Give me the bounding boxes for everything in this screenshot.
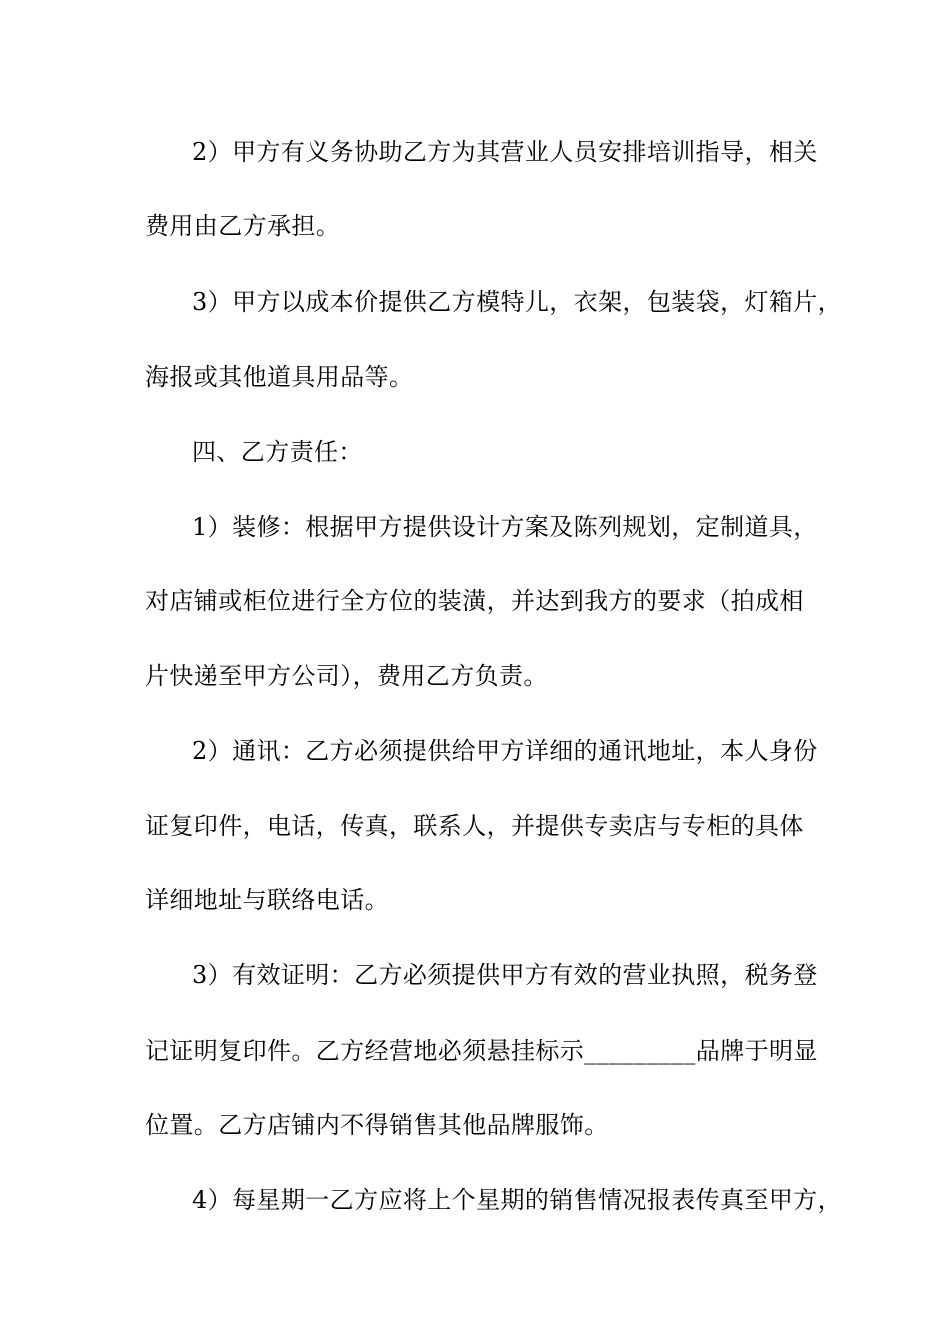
paragraph-line: 1）装修：根据甲方提供设计方案及陈列规划，定制道具， (192, 513, 818, 541)
paragraph-line: 费用由乙方承担。 (145, 212, 341, 240)
paragraph-line: 2）甲方有义务协助乙方为其营业人员安排培训指导，相关 (192, 138, 818, 166)
paragraph-line: 2）通讯：乙方必须提供给甲方详细的通讯地址，本人身份 (192, 737, 818, 765)
paragraph-line: 片快递至甲方公司），费用乙方负责。 (145, 662, 548, 690)
paragraph-line: 海报或其他道具用品等。 (145, 363, 414, 391)
paragraph-line: 证复印件，电话，传真，联系人，并提供专卖店与专柜的具体 (145, 812, 804, 840)
paragraph-line: 位置。乙方店铺内不得销售其他品牌服饰。 (145, 1111, 609, 1139)
paragraph-line: 对店铺或柜位进行全方位的装潢，并达到我方的要求（拍成相 (145, 587, 804, 615)
paragraph-line: 3）甲方以成本价提供乙方模特儿，衣架，包装袋，灯箱片， (192, 288, 843, 316)
paragraph-line: 4）每星期一乙方应将上个星期的销售情况报表传真至甲方， (192, 1186, 843, 1214)
paragraph-line: 3）有效证明：乙方必须提供甲方有效的营业执照，税务登 (192, 961, 818, 989)
paragraph-line: 记证明复印件。乙方经营地必须悬挂标示_________品牌于明显 (145, 1037, 818, 1065)
section-heading: 四、乙方责任： (192, 438, 363, 466)
paragraph-line: 详细地址与联络电话。 (145, 886, 389, 914)
